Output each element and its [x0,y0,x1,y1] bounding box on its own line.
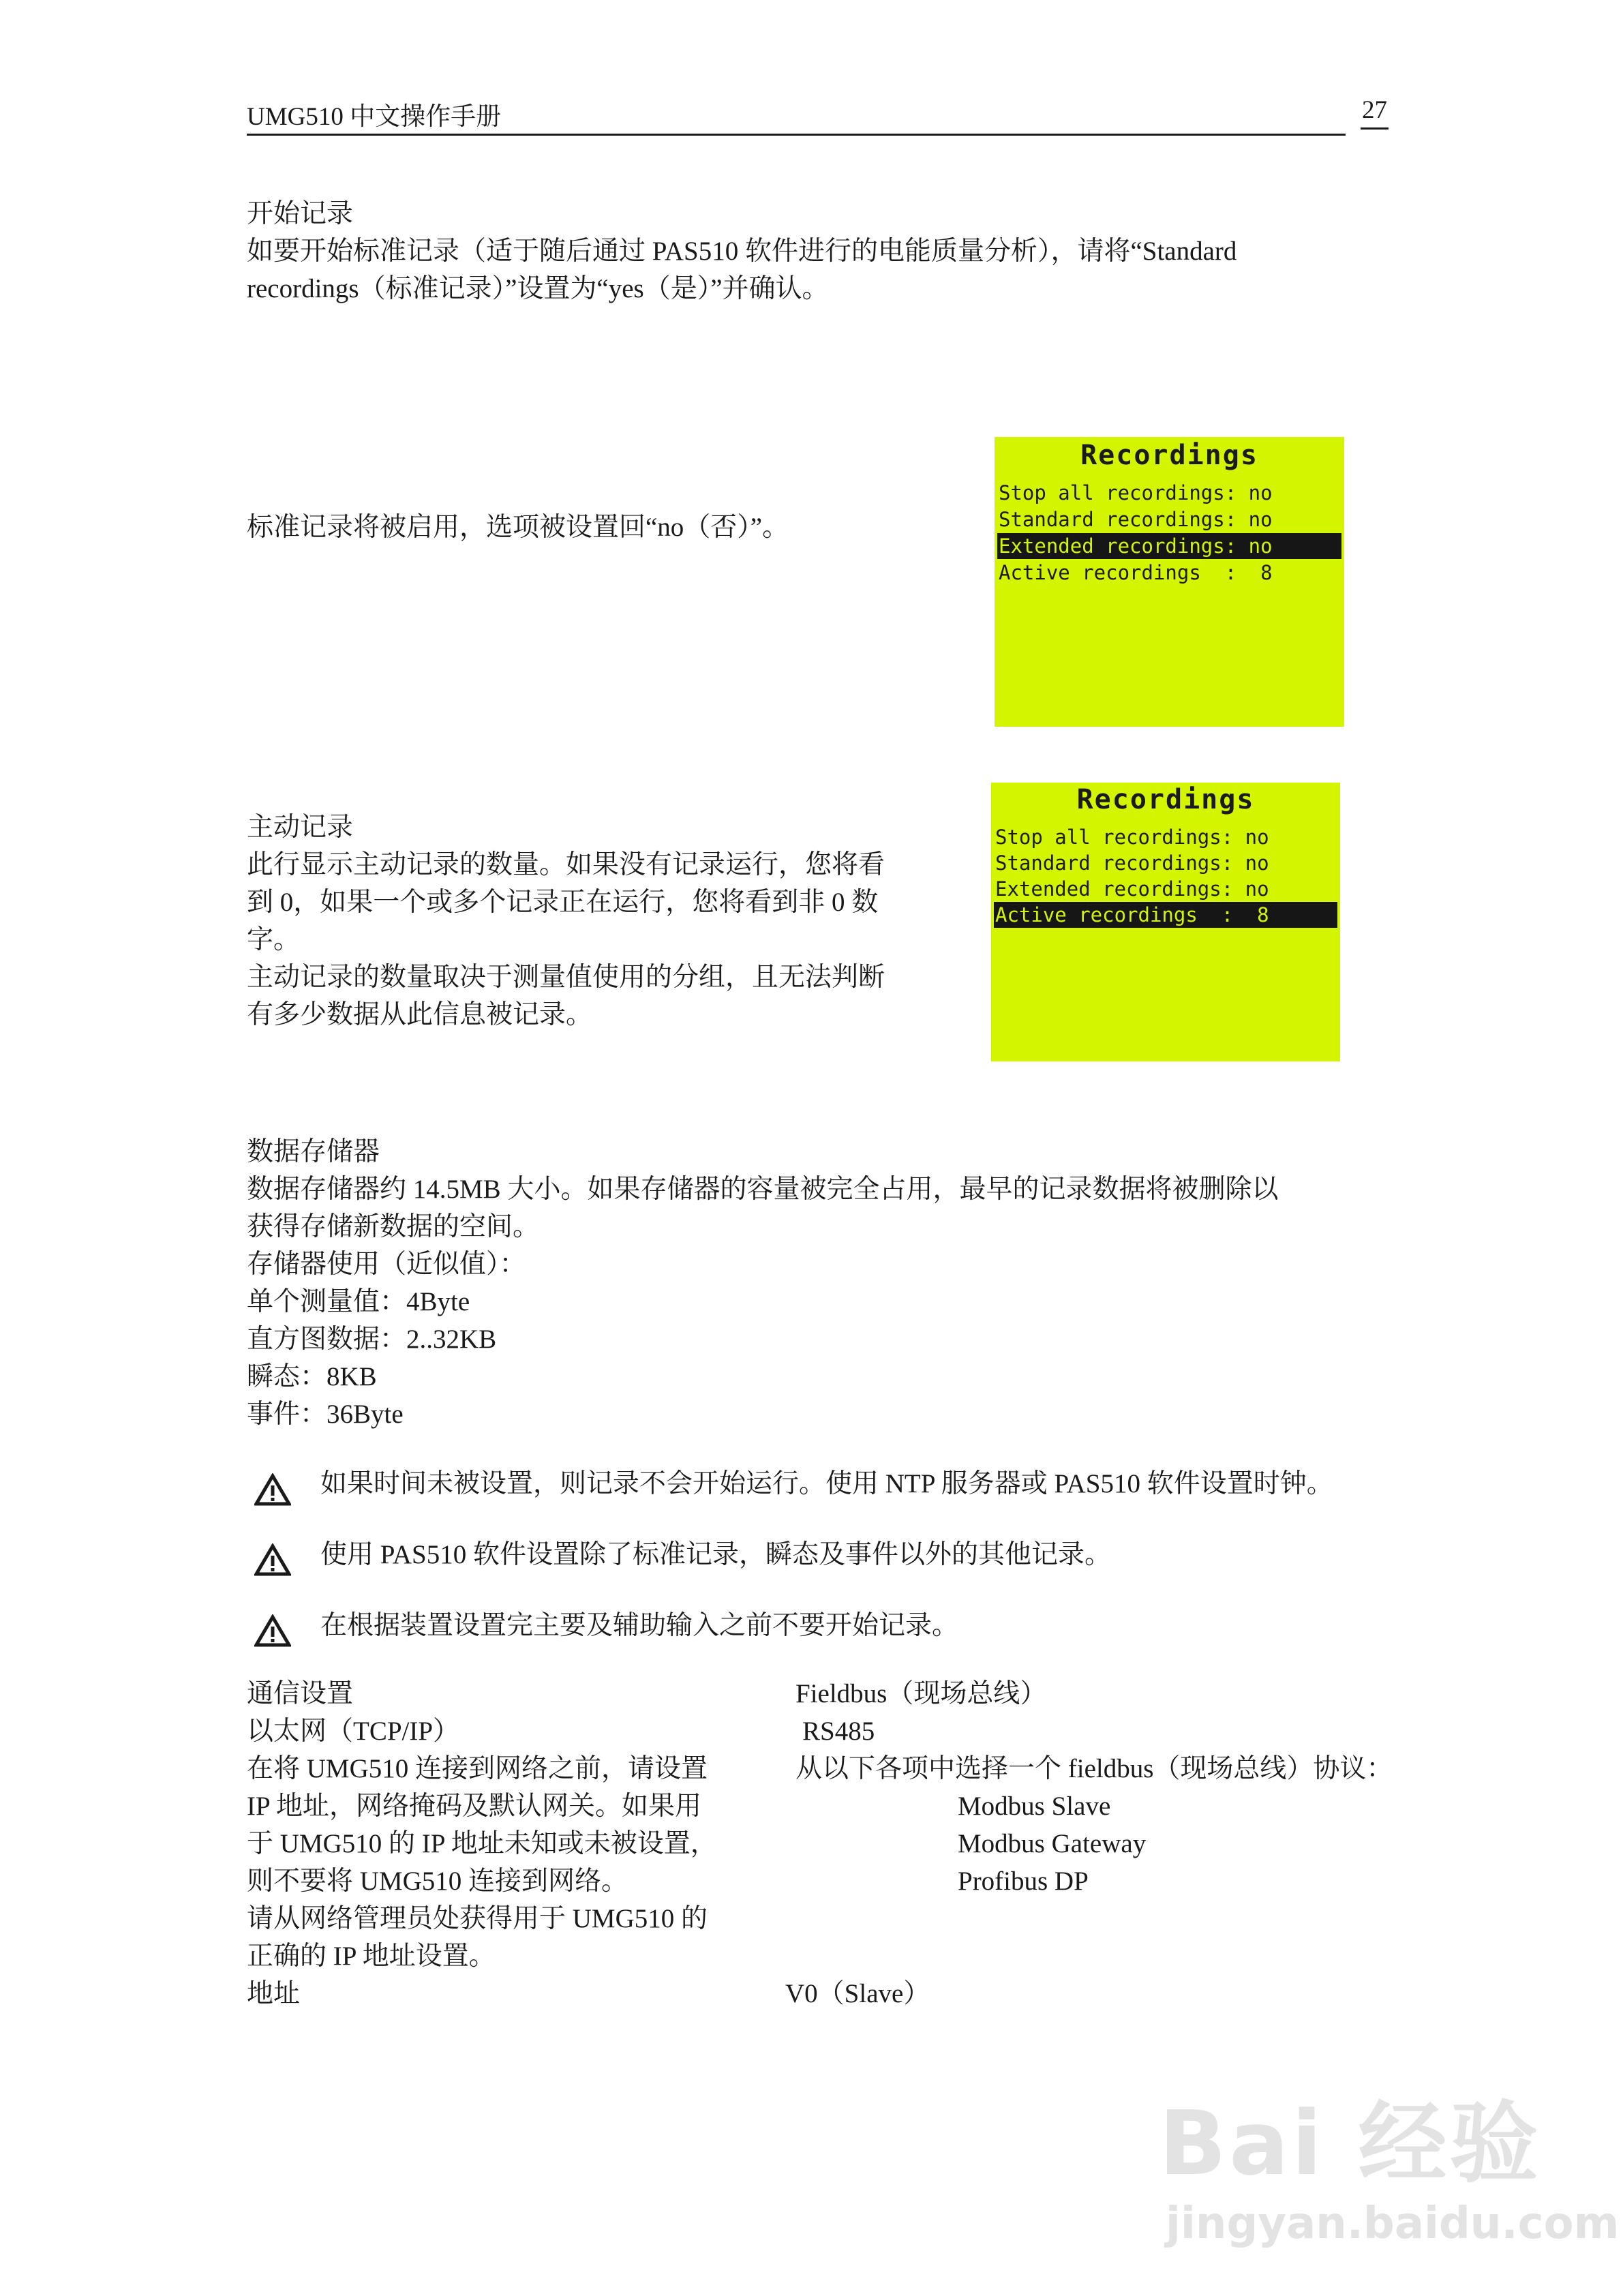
section-active-line-4: 主动记录的数量取决于测量值使用的分组，且无法判断 [247,963,885,992]
lcd-recordings-screen-1 [995,437,1344,727]
section-storage-heading: 数据存储器 [247,1137,380,1166]
section-comm-line-7: 正确的 IP 地址设置。 [247,1942,496,1971]
section-comm-line-8: 地址 [247,1979,301,2008]
section-storage-line-4: 单个测量值：4Byte [247,1287,470,1316]
section-comm-line-4: 于 UMG510 的 IP 地址未知或未被设置， [247,1829,717,1858]
section-storage-line-1: 数据存储器约 14.5MB 大小。如果存储器的容量被完全占用，最早的记录数据将被删除以 [247,1175,1279,1204]
fieldbus-intro: 从以下各项中选择一个 fieldbus（现场总线）协议： [795,1754,1393,1783]
header-title: UMG510 中文操作手册 [247,103,502,131]
lcd-recordings-screen-2 [991,783,1340,1061]
section-storage-line-3: 存储器使用（近似值）： [247,1250,526,1279]
lcd-row-active-selected: Active recordings : 8 [994,902,1337,928]
section-comm-line-2: 在将 UMG510 连接到网络之前，请设置 [247,1754,708,1783]
lcd-title: Recordings [1076,784,1255,815]
note-enabled: 标准记录将被启用，选项被设置回“no（否）”。 [247,513,789,542]
section-storage-line-6: 瞬态：8KB [247,1362,377,1391]
section-active-line-2: 到 0，如果一个或多个记录正在运行，您将看到非 0 数 [247,888,879,917]
section-storage-line-7: 事件：36Byte [247,1400,404,1429]
lcd-row-stop-all: Stop all recordings: no [999,481,1273,504]
section-comm-line-5: 则不要将 UMG510 连接到网络。 [247,1867,628,1896]
section-storage-line-5: 直方图数据：2..32KB [247,1325,497,1354]
lcd-title: Recordings [1080,440,1258,471]
lcd-row-standard: Standard recordings: no [995,851,1269,875]
warning-text-3: 在根据装置设置完主要及辅助输入之前不要开始记录。 [320,1611,959,1640]
section-active-line-1: 此行显示主动记录的数量。如果没有记录运行，您将看 [247,850,885,879]
lcd-row-active: Active recordings : 8 [999,561,1273,584]
section-active-line-5: 有多少数据从此信息被记录。 [247,1000,593,1029]
warning-text-1: 如果时间未被设置，则记录不会开始运行。使用 NTP 服务器或 PAS510 软件设置时钟。 [320,1469,1333,1498]
warning-icon [254,1473,291,1506]
fieldbus-option-2: Modbus Gateway [958,1829,1147,1858]
fieldbus-interface: RS485 [802,1717,875,1746]
section-storage-line-2: 获得存储新数据的空间。 [247,1212,540,1241]
lcd-row-standard: Standard recordings: no [999,508,1273,531]
lcd-row-extended: Extended recordings: no [995,877,1269,901]
section-active-line-3: 字。 [247,925,301,954]
section-start-heading: 开始记录 [247,199,354,228]
section-comm-line-6: 请从网络管理员处获得用于 UMG510 的 [247,1904,708,1933]
page-number: 27 [1361,93,1389,130]
lcd-row-extended-selected: Extended recordings: no [997,533,1341,559]
lcd-row-stop-all: Stop all recordings: no [995,826,1269,849]
warning-text-2: 使用 PAS510 软件设置除了标准记录，瞬态及事件以外的其他记录。 [320,1540,1111,1569]
section-start-line-2: recordings（标准记录）”设置为“yes（是）”并确认。 [247,274,829,303]
header-rule [247,134,1346,136]
fieldbus-heading: Fieldbus（现场总线） [795,1679,1047,1708]
warning-icon [254,1543,291,1576]
section-comm-line-3: IP 地址，网络掩码及默认网关。如果用 [247,1792,701,1821]
section-active-heading: 主动记录 [247,813,354,842]
section-start-line-1: 如要开始标准记录（适于随后通过 PAS510 软件进行的电能质量分析），请将“Standard [247,237,1237,266]
section-comm-line-1: 以太网（TCP/IP） [247,1717,460,1746]
warning-icon [254,1614,291,1647]
fieldbus-option-1: Modbus Slave [958,1792,1111,1821]
watermark-logo: Bai 经验 [1159,2091,1541,2195]
fieldbus-footer: V0（Slave） [785,1979,930,2008]
section-comm-heading: 通信设置 [247,1679,354,1708]
fieldbus-option-3: Profibus DP [958,1867,1089,1896]
watermark-url: jingyan.baidu.com [1166,2199,1620,2249]
